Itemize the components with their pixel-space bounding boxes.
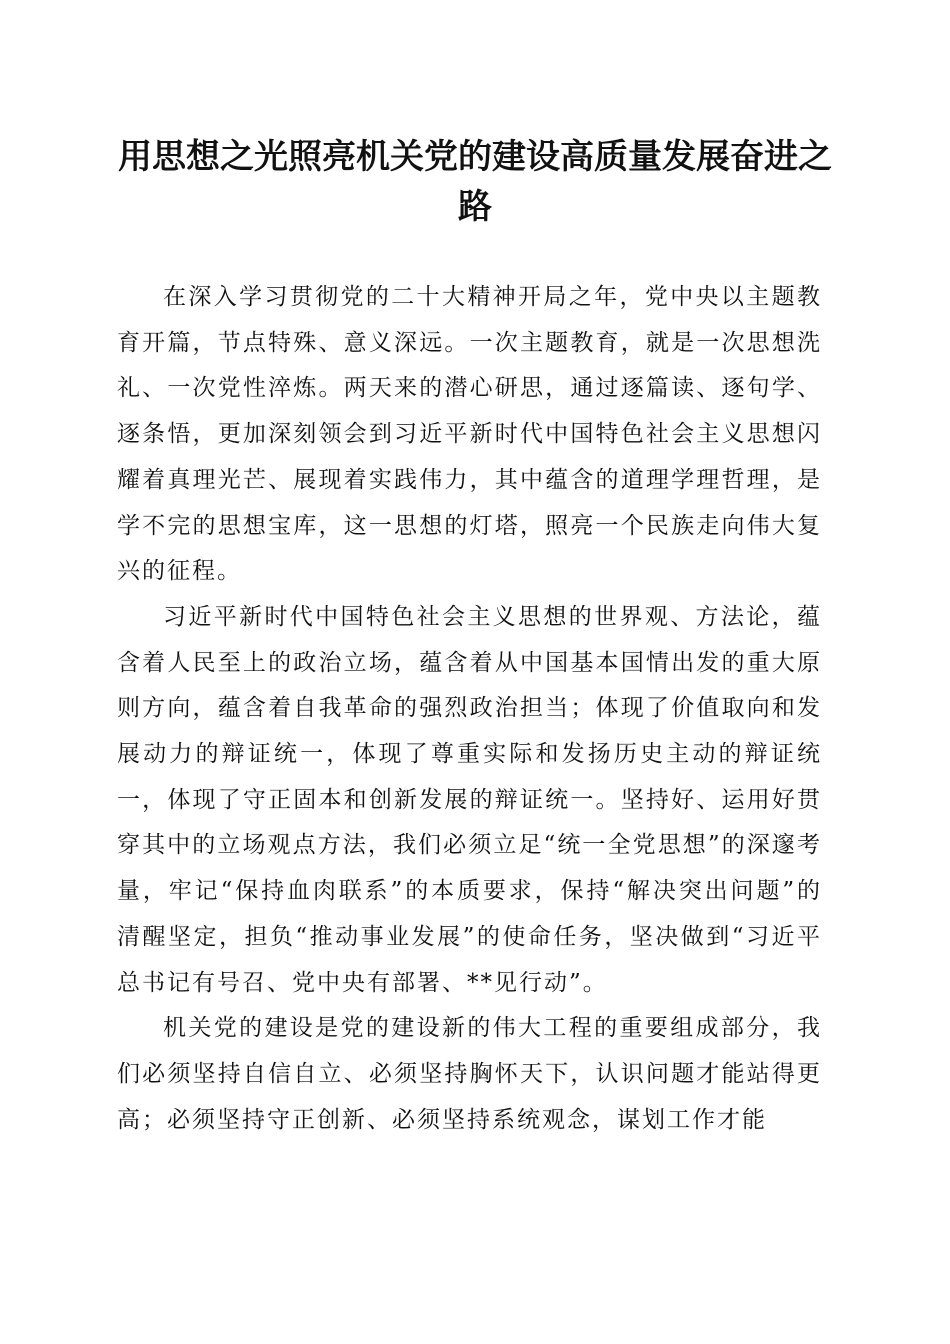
paragraph-1: 在深入学习贯彻党的二十大精神开局之年，党中央以主题教育开篇，节点特殊、意义深远。一次主题教育，就是一次思想洗礼、一次党性淬炼。两天来的潜心研思，通过逐篇读、逐句学、逐条悟，更加深刻领会到习近平新时代中国特色社会主义思想闪耀着真理光芒、展现着实践伟力，其中蕴含的道理学理哲理，是学不完的思想宝库，这一思想的灯塔，照亮一个民族走向伟大复兴的征程。 (117, 284, 822, 585)
paragraph-2: 习近平新时代中国特色社会主义思想的世界观、方法论，蕴含着人民至上的政治立场，蕴含着从中国基本国情出发的重大原则方向，蕴含着自我革命的强烈政治担当；体现了价值取向和发展动力的辩证统一，体现了尊重实际和发扬历史主动的辩证统一，体现了守正固本和创新发展的辩证统一。坚持好、运用好贯穿其中的立场观点方法，我们必须立足“统一全党思想”的深邃考量，牢记“保持血肉联系”的本质要求，保持“解决突出问题”的清醒坚定，担负“推动事业发展”的使命任务，坚决做到“习近平总书记有号召、党中央有部署、**见行动”。 (117, 603, 822, 996)
document-body (117, 275, 822, 1143)
document-title: 用思想之光照亮机关党的建设高质量发展奋进之路 (118, 137, 832, 227)
paragraph-3: 机关党的建设是党的建设新的伟大工程的重要组成部分，我们必须坚持自信自立、必须坚持胸怀天下，认识问题才能站得更高；必须坚持守正创新、必须坚持系统观念，谋划工作才能 (117, 1015, 822, 1133)
